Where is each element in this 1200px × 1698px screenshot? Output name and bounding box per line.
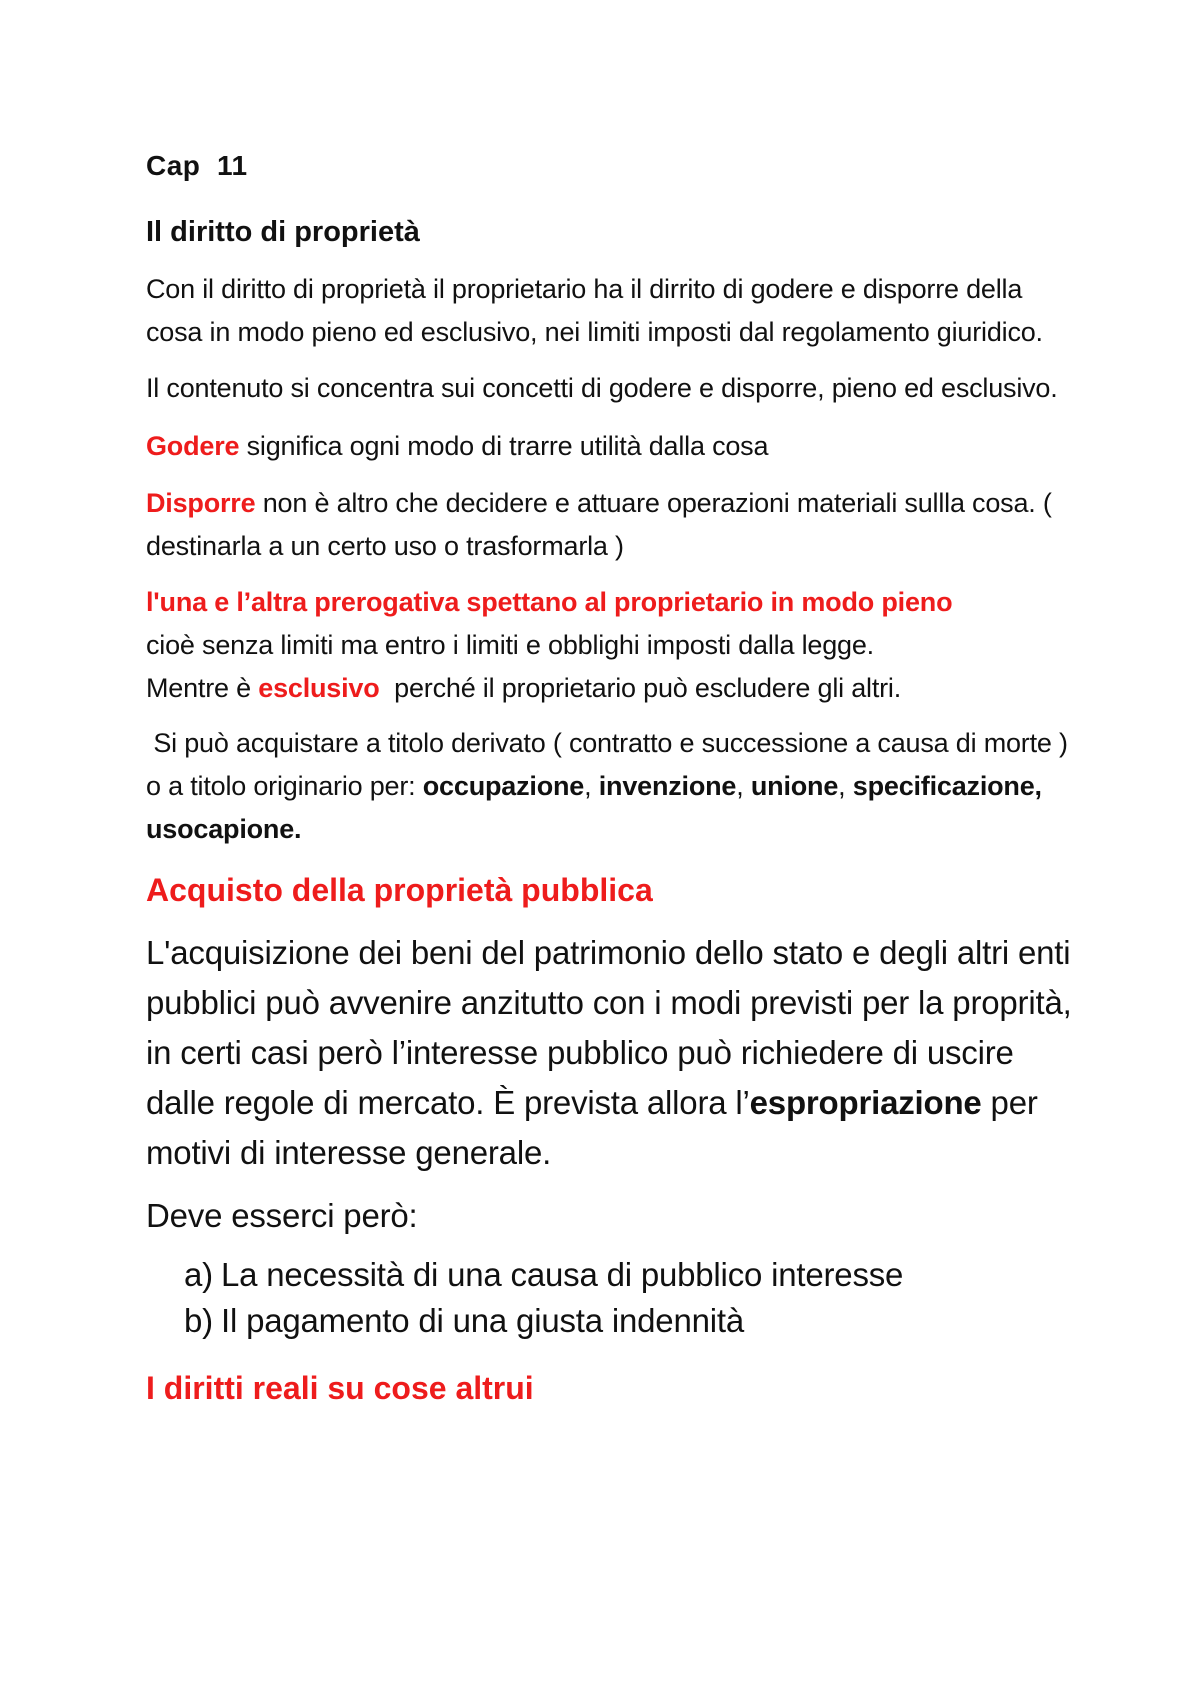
acquisition-text: Si può acquistare a titolo derivato ( contratto e successione a causa di morte ) o a titolo originario per: (146, 728, 1076, 801)
godere-text: significa ogni modo di trarre utilità dalla cosa (239, 431, 769, 461)
prerogative-paragraph (146, 581, 1076, 710)
prerogative-line1: cioè senza limiti ma entro i limiti e obblighi imposti dalla legge. (146, 630, 874, 660)
chapter-label: Cap 11 (146, 150, 248, 181)
sep-1: , (584, 771, 599, 801)
godere-paragraph (146, 425, 1076, 468)
intro-paragraph: Con il diritto di proprietà il proprietario ha il dirrito di godere e disporre della cosa in modo pieno ed esclusivo, nei limiti imposti dal regolamento giuridico. (146, 274, 1043, 347)
list-item-text: Il pagamento di una giusta indennità (221, 1302, 745, 1339)
list-marker: b) (184, 1302, 213, 1339)
disporre-text: non è altro che decidere e attuare operazioni materiali sullla cosa. ( destinarla a un certo uso o trasformarla ) (146, 488, 1052, 561)
disporre-paragraph (146, 482, 1076, 568)
list-item-text: La necessità di una causa di pubblico interesse (221, 1256, 904, 1293)
invenzione-term: invenzione (598, 771, 737, 801)
content-paragraph: Il contenuto si concentra sui concetti di godere e disporre, pieno ed esclusivo. (146, 373, 1058, 403)
section-title: Il diritto di proprietà (146, 216, 420, 248)
godere-term: Godere (146, 431, 240, 461)
list-marker: a) (184, 1256, 213, 1293)
public-property-text: L'acquisizione dei beni del patrimonio dello stato e degli altri enti pubblici può avvenire anzitutto con i modi previsti per la proprità, in certi casi però l’interesse pubblico può richiedere di uscire dalle regole di mercato. È prevista allora l’ (146, 934, 1072, 1121)
occupazione-term: occupazione (422, 771, 585, 801)
acquisition-paragraph (146, 722, 1076, 851)
prerogative-line2-post: perché il proprietario può escludere gli altri. (379, 673, 902, 703)
list-item (146, 1252, 1076, 1298)
esclusivo-term: esclusivo (258, 673, 380, 703)
requirements-list (146, 1252, 1076, 1344)
unione-term: unione (750, 771, 839, 801)
espropriazione-term: espropriazione (749, 1084, 982, 1121)
sep-3: , (838, 771, 853, 801)
sep-2: , (736, 771, 751, 801)
section-heading-real-rights: I diritti reali su cose altrui (146, 1370, 534, 1406)
document-body (146, 146, 1076, 1410)
public-property-text-end: per motivi di interesse generale. (146, 1084, 1038, 1171)
disporre-term: Disporre (146, 488, 256, 518)
prerogative-highlight: l'una e l’altra prerogativa spettano al proprietario in modo pieno (146, 587, 953, 617)
list-item (146, 1298, 1076, 1344)
public-property-paragraph (146, 928, 1076, 1178)
requirements-intro: Deve esserci però: (146, 1197, 418, 1234)
prerogative-line2-pre: Mentre è (146, 673, 259, 703)
section-heading-public-property: Acquisto della proprietà pubblica (146, 872, 653, 908)
specificazione-term: specificazione, usocapione. (146, 771, 1050, 844)
